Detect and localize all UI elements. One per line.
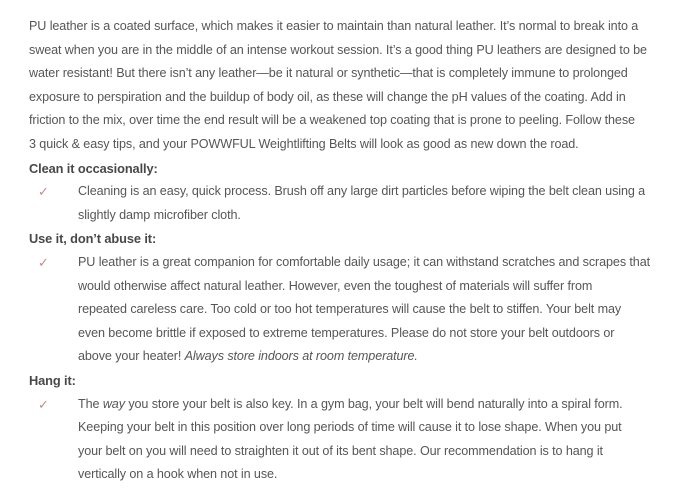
text-line: slightly damp microfiber cloth. xyxy=(78,207,241,222)
list-item xyxy=(29,251,674,369)
text-line: water resistant! But there isn’t any leather—be it natural or synthetic—that is completely immune to prolonged xyxy=(29,66,628,81)
text-run-italic: way xyxy=(102,396,125,411)
text-line: PU leather is a coated surface, which makes it easier to maintain than natural leather. It’s normal to break into a xyxy=(29,19,639,33)
text-line: your belt on you will need to straighten it out of its bent shape. Our recommendation is to hang it xyxy=(78,443,603,458)
bullet-lines xyxy=(78,180,674,227)
text-line: vertically on a hook when not in use. xyxy=(78,467,278,482)
checkmark-icon: ✓ xyxy=(38,254,49,270)
list-item xyxy=(29,180,674,227)
text-line: even become brittle if exposed to extreme temperatures. Please do not store your belt outdoors or xyxy=(78,325,615,340)
text-run-italic: Always store indoors at room temperature. xyxy=(184,349,418,364)
section-heading-clean: Clean it occasionally: xyxy=(29,160,158,176)
checkmark-icon: ✓ xyxy=(38,184,49,200)
bullet-lines xyxy=(78,393,674,487)
text-line xyxy=(78,345,674,369)
checkmark-icon: ✓ xyxy=(38,396,49,412)
text-run: above your heater! xyxy=(78,349,185,364)
section-heading-hang: Hang it: xyxy=(29,372,76,388)
text-line: exposure to perspiration and the buildup of body oil, as these will change the pH values of the coating. Add in xyxy=(29,89,626,104)
section-heading-use: Use it, don’t abuse it: xyxy=(29,231,157,247)
bullet-lines xyxy=(78,251,674,369)
text-line: would otherwise affect natural leather. However, even the toughest of materials will suffer from xyxy=(78,278,593,293)
text-run: The xyxy=(78,396,103,411)
intro-paragraph xyxy=(29,15,674,157)
text-line: repeated careless care. Too cold or too hot temperatures will cause the belt to stiffen. Your belt may xyxy=(78,302,622,317)
text-line: PU leather is a great companion for comfortable daily usage; it can withstand scratches and scrapes that xyxy=(78,254,651,269)
text-line: friction to the mix, over time the end result will be a weakened top coating that is prone to peeling. Follow these xyxy=(29,113,635,128)
list-item xyxy=(29,393,674,487)
text-line: Cleaning is an easy, quick process. Brush off any large dirt particles before wiping the belt clean using a xyxy=(78,184,646,199)
text-line xyxy=(78,393,674,417)
text-line: Keeping your belt in this position over long periods of time will cause it to lose shape. When you put xyxy=(78,420,622,435)
text-line: sweat when you are in the middle of an intense workout session. It’s a good thing PU leathers are designed to be xyxy=(29,42,647,57)
text-line: 3 quick & easy tips, and your POWWFUL Weightlifting Belts will look as good as new down the road. xyxy=(29,136,579,151)
text-run: you store your belt is also key. In a gym bag, your belt will bend naturally into a spiral form. xyxy=(124,396,623,411)
